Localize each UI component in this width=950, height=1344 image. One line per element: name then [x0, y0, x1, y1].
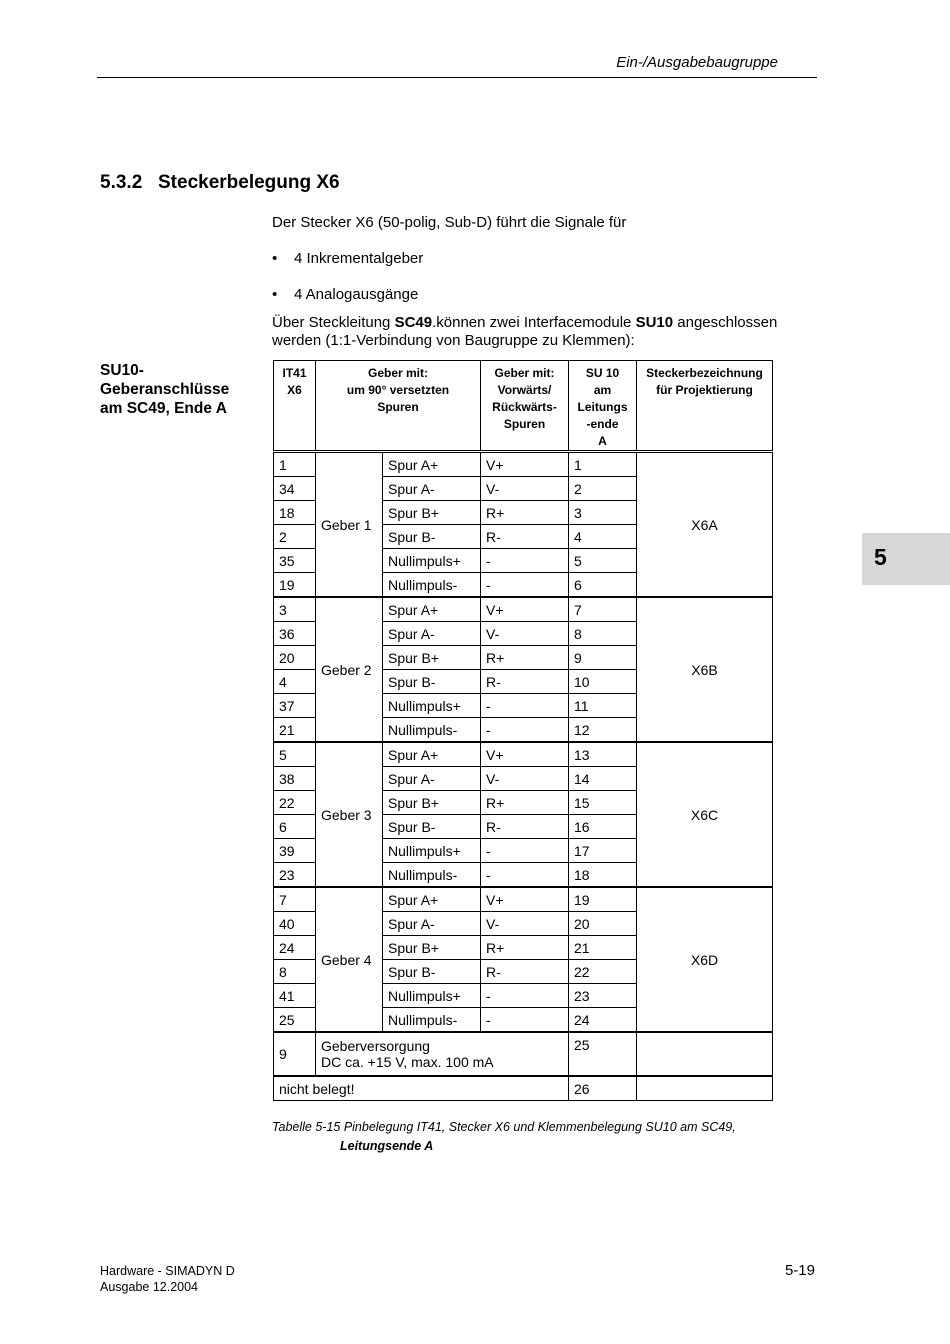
- supply-row: [274, 1032, 773, 1076]
- connect-text: .können zwei Interfacemodule: [432, 314, 636, 331]
- pin-cell: 35: [274, 549, 316, 573]
- su10-cell: 23: [569, 984, 637, 1008]
- header-rule: [97, 77, 817, 78]
- pin-cell: 19: [274, 573, 316, 598]
- page-number: 5-19: [784, 1262, 815, 1279]
- su10-cell: 21: [569, 936, 637, 960]
- table-row: [274, 887, 773, 912]
- vr-cell: V+: [481, 742, 569, 767]
- pin-cell: 3: [274, 597, 316, 622]
- vr-cell: R-: [481, 960, 569, 984]
- section-title: Steckerbelegung X6: [158, 172, 340, 193]
- su10-cell: 10: [569, 670, 637, 694]
- pin-cell: 36: [274, 622, 316, 646]
- spur-cell: Nullimpuls+: [383, 549, 481, 573]
- footer-line: Ausgabe 12.2004: [100, 1280, 199, 1294]
- vr-cell: V-: [481, 622, 569, 646]
- pin-cell: 7: [274, 887, 316, 912]
- side-heading-line: am SC49, Ende A: [100, 400, 227, 417]
- connector-cell: [637, 1076, 773, 1101]
- spur-cell: Spur A+: [383, 887, 481, 912]
- connector-cell: X6C: [637, 742, 773, 887]
- vr-cell: V+: [481, 597, 569, 622]
- spur-cell: Nullimpuls-: [383, 718, 481, 743]
- supply-line: Geberversorgung: [321, 1038, 430, 1054]
- spur-cell: Spur B-: [383, 960, 481, 984]
- pin-cell: 6: [274, 815, 316, 839]
- bullet-text: 4 Analogausgänge: [294, 286, 419, 303]
- caption-line: Tabelle 5-15 Pinbelegung IT41, Stecker X6 und Klemmenbelegung SU10 am SC49,: [272, 1120, 736, 1134]
- supply-cell: [316, 1032, 569, 1076]
- pin-cell: 39: [274, 839, 316, 863]
- bullet-dot: •: [272, 286, 278, 303]
- geber-cell: Geber 4: [316, 887, 383, 1032]
- spur-cell: Spur A-: [383, 912, 481, 936]
- spur-cell: Spur A+: [383, 452, 481, 477]
- su10-cell: 11: [569, 694, 637, 718]
- su10-cell: 16: [569, 815, 637, 839]
- vr-cell: R+: [481, 501, 569, 525]
- vr-cell: V-: [481, 767, 569, 791]
- pin-cell: 34: [274, 477, 316, 501]
- spur-cell: Spur A+: [383, 597, 481, 622]
- su10-cell: 12: [569, 718, 637, 743]
- spur-cell: Spur A-: [383, 477, 481, 501]
- vr-cell: V+: [481, 452, 569, 477]
- pin-cell: 41: [274, 984, 316, 1008]
- pin-cell: 1: [274, 452, 316, 477]
- su10-cell: 1: [569, 452, 637, 477]
- vr-cell: R-: [481, 525, 569, 549]
- su10-cell: 14: [569, 767, 637, 791]
- spur-cell: Spur B+: [383, 936, 481, 960]
- unused-row: [274, 1076, 773, 1101]
- vr-cell: -: [481, 549, 569, 573]
- su10-cell: 20: [569, 912, 637, 936]
- section-number: 5.3.2: [100, 172, 143, 193]
- pin-cell: 23: [274, 863, 316, 888]
- pin-cell: 8: [274, 960, 316, 984]
- su10-cell: 24: [569, 1008, 637, 1033]
- side-heading-line: Geberanschlüsse: [100, 381, 230, 398]
- spur-cell: Nullimpuls+: [383, 694, 481, 718]
- vr-cell: V-: [481, 477, 569, 501]
- spur-cell: Spur B+: [383, 791, 481, 815]
- pin-cell: 9: [274, 1032, 316, 1076]
- su10-cell: 5: [569, 549, 637, 573]
- su10-cell: 4: [569, 525, 637, 549]
- vr-cell: R-: [481, 815, 569, 839]
- spur-cell: Spur A-: [383, 767, 481, 791]
- spur-cell: Nullimpuls-: [383, 863, 481, 888]
- su10-cell: 18: [569, 863, 637, 888]
- su10-cell: 22: [569, 960, 637, 984]
- chapter-tab: [862, 533, 950, 585]
- geber-cell: Geber 3: [316, 742, 383, 887]
- vr-cell: -: [481, 984, 569, 1008]
- spur-cell: Nullimpuls-: [383, 573, 481, 598]
- module-name: SU10: [635, 314, 674, 331]
- connect-text: angeschlossen werden (1:1-Verbindung von Baugruppe zu Klemmen):: [272, 314, 778, 349]
- pin-cell: 4: [274, 670, 316, 694]
- connector-cell: X6A: [637, 452, 773, 598]
- su10-cell: 17: [569, 839, 637, 863]
- connection-paragraph: [272, 314, 817, 350]
- su10-cell: 6: [569, 573, 637, 598]
- connect-text: Über Steckleitung: [272, 314, 395, 331]
- vr-cell: R+: [481, 936, 569, 960]
- vr-cell: -: [481, 573, 569, 598]
- pin-cell: 40: [274, 912, 316, 936]
- su10-cell: 8: [569, 622, 637, 646]
- pin-assignment-table: [273, 360, 773, 1101]
- bullet-dot: •: [272, 250, 278, 267]
- geber-cell: Geber 1: [316, 452, 383, 598]
- pin-cell: 38: [274, 767, 316, 791]
- table-row: [274, 452, 773, 477]
- vr-cell: R+: [481, 646, 569, 670]
- spur-cell: Nullimpuls+: [383, 984, 481, 1008]
- vr-cell: V-: [481, 912, 569, 936]
- spur-cell: Spur B-: [383, 670, 481, 694]
- intro-text: Der Stecker X6 (50-polig, Sub-D) führt die Signale für: [272, 214, 627, 231]
- pin-cell: 22: [274, 791, 316, 815]
- pin-cell: 25: [274, 1008, 316, 1033]
- unused-cell: nicht belegt!: [274, 1076, 569, 1101]
- pin-cell: 5: [274, 742, 316, 767]
- side-heading: [100, 361, 260, 418]
- table-row: [274, 597, 773, 622]
- vr-cell: R-: [481, 670, 569, 694]
- bullet-item: [272, 286, 418, 303]
- spur-cell: Spur A-: [383, 622, 481, 646]
- su10-cell: 2: [569, 477, 637, 501]
- bullet-text: 4 Inkrementalgeber: [294, 250, 424, 267]
- table-caption: [272, 1118, 736, 1156]
- header-cell: SU 10 am Leitungs -ende A: [569, 361, 637, 452]
- connector-cell: X6D: [637, 887, 773, 1032]
- pin-cell: 37: [274, 694, 316, 718]
- cable-name: SC49: [394, 314, 433, 331]
- spur-cell: Spur A+: [383, 742, 481, 767]
- connector-cell: X6B: [637, 597, 773, 742]
- geber-cell: Geber 2: [316, 597, 383, 742]
- su10-cell: 15: [569, 791, 637, 815]
- pin-cell: 20: [274, 646, 316, 670]
- header-cell: Geber mit: um 90° versetzten Spuren: [316, 361, 481, 452]
- vr-cell: -: [481, 718, 569, 743]
- su10-cell: 25: [569, 1032, 637, 1076]
- vr-cell: -: [481, 839, 569, 863]
- caption-line: Leitungsende A: [340, 1139, 434, 1153]
- spur-cell: Spur B+: [383, 501, 481, 525]
- connector-cell: [637, 1032, 773, 1076]
- su10-cell: 9: [569, 646, 637, 670]
- vr-cell: V+: [481, 887, 569, 912]
- spur-cell: Nullimpuls-: [383, 1008, 481, 1033]
- pin-cell: 18: [274, 501, 316, 525]
- table-row: [274, 742, 773, 767]
- spur-cell: Spur B-: [383, 525, 481, 549]
- bullet-item: [272, 250, 423, 267]
- pin-cell: 24: [274, 936, 316, 960]
- su10-cell: 26: [569, 1076, 637, 1101]
- spur-cell: Spur B+: [383, 646, 481, 670]
- pin-cell: 21: [274, 718, 316, 743]
- table-header-row: [274, 361, 773, 452]
- vr-cell: -: [481, 863, 569, 888]
- su10-cell: 7: [569, 597, 637, 622]
- su10-cell: 19: [569, 887, 637, 912]
- spur-cell: Spur B-: [383, 815, 481, 839]
- chapter-number: 5: [874, 544, 887, 570]
- side-heading-line: SU10-: [100, 362, 144, 379]
- header-cell: Steckerbezeichnung für Projektierung: [637, 361, 773, 452]
- footer-info: [100, 1263, 235, 1295]
- su10-cell: 13: [569, 742, 637, 767]
- header-cell: IT41 X6: [274, 361, 316, 452]
- vr-cell: R+: [481, 791, 569, 815]
- vr-cell: -: [481, 694, 569, 718]
- pin-cell: 2: [274, 525, 316, 549]
- footer-line: Hardware - SIMADYN D: [100, 1264, 235, 1278]
- section-heading: [100, 172, 340, 194]
- su10-cell: 3: [569, 501, 637, 525]
- vr-cell: -: [481, 1008, 569, 1033]
- supply-line: DC ca. +15 V, max. 100 mA: [321, 1054, 494, 1070]
- running-header: Ein-/Ausgabebaugruppe: [616, 54, 778, 71]
- header-cell: Geber mit: Vorwärts/ Rückwärts- Spuren: [481, 361, 569, 452]
- spur-cell: Nullimpuls+: [383, 839, 481, 863]
